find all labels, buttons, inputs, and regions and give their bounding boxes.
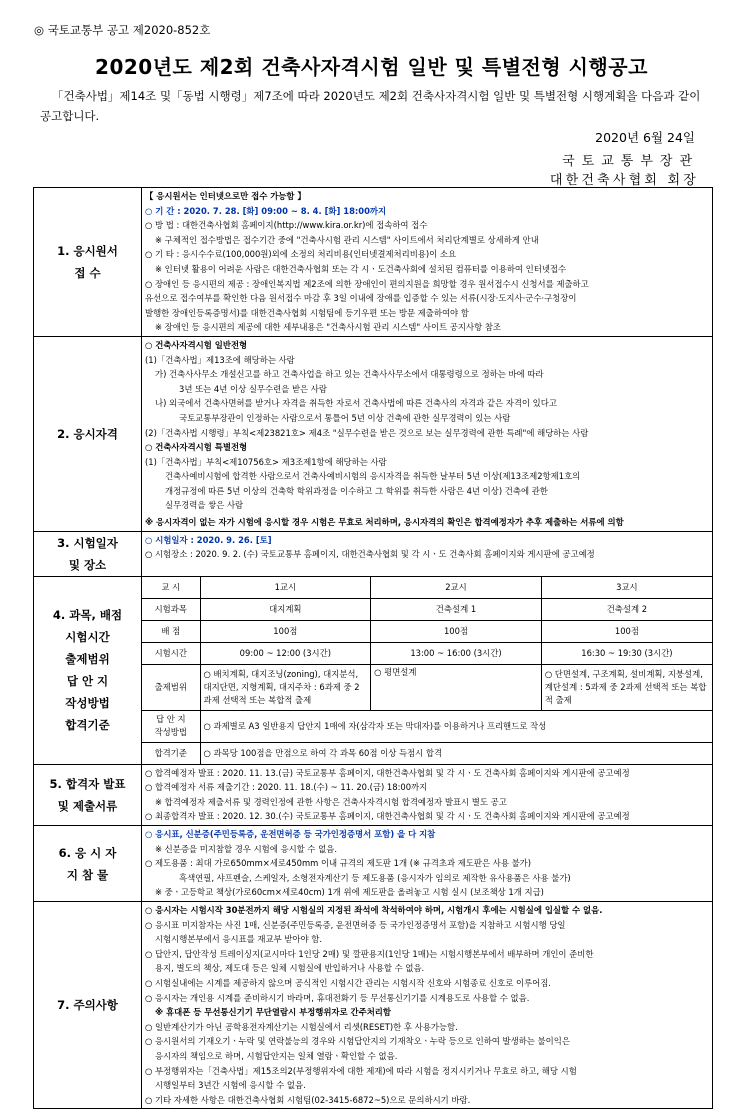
content-line: ○ 시험실내에는 시계를 제공하지 않으며 공식적인 시험시간 관리는 시험시작 신호와 시험종료 신호로 이루어짐. <box>145 977 551 988</box>
table-cell: ○ 평면설계 <box>371 664 542 710</box>
content-line: ○ 기 간 : 2020. 7. 28. [화] 09:00 ~ 8. 4. [화] 18:00까지 <box>145 205 387 216</box>
row-label: 시험과목 <box>142 598 200 620</box>
section-subjects <box>34 576 713 764</box>
section-exam-date <box>34 531 713 576</box>
intro-text: 「건축사법」제14조 및「동법 시행령」제7조에 따라 2020년도 제2회 건축사자격시험 일반 및 특별전형 시행계획을 다음과 같이 공고합니다. <box>40 89 701 123</box>
content-line: ○ 응시원서의 기재오기ㆍ누락 및 연락불능의 경우와 시험답안지의 기재착오ㆍ누락 등으로 인하여 발생하는 불이익은 <box>145 1036 570 1047</box>
row-label: 출제범위 <box>142 664 200 710</box>
content-line: ○ 기 타 : 응시수수료(100,000원)외에 소정의 처리비용(인터넷결제처리비용)이 소요 <box>145 249 457 260</box>
content-line: 국토교통부장관이 인정하는 사람으로서 통틀어 5년 이상 건축에 관한 실무경력이 있는 사람 <box>179 412 511 423</box>
content-line: 흑색연필, 샤프펜슬, 스케일자, 소형전자계산기 등 제도용품 (응시자가 임의로 제작한 유사용품은 사용 불가) <box>179 872 571 883</box>
content-line: 개정규정에 따른 5년 이상의 건축학 학위과정을 이수하고 그 학위를 취득한 사람은 4년 이상) 건축에 관한 <box>165 485 548 496</box>
content-line: ○ 건축사자격시험 일반전형 <box>145 339 248 350</box>
table-cell: 100점 <box>541 620 712 642</box>
section-content <box>142 902 713 1109</box>
notice-date: 2020년 6월 24일 <box>595 130 695 145</box>
table-cell: ○ 과제별로 A3 일반용지 답안지 1매에 자(삼각자 또는 막대자)를 이용하거나 프리핸드로 작성 <box>200 710 712 742</box>
content-line: ○ 방 법 : 대한건축사협회 홈페이지(http://www.kira.or.kr)에 접속하여 접수 <box>145 220 428 231</box>
content-line: ○ 장애인 등 응시편의 제공 : 장애인복지법 제2조에 의한 장애인이 편의지원을 희망할 경우 원서접수시 신청서를 제출하고 <box>145 278 589 289</box>
content-line: ※ 합격예정자 제출서류 및 경력인정에 관한 사항은 건축사자격시험 합격예정자 발표시 별도 공고 <box>155 796 507 807</box>
content-line: ※ 중ㆍ고등학교 책상(가로60cm×세로40cm) 1개 위에 제도판을 올려놓고 시험 실시 (보조책상 1개 지급) <box>155 887 544 898</box>
section-header: 6. 응 시 자 지 참 물 <box>34 826 142 902</box>
content-line: ※ 구체적인 접수방법은 접수기간 중에 "건축사시험 관리 시스템" 사이트에서 처리단계별로 상세하게 안내 <box>155 234 539 245</box>
row-label: 답 안 지 작성방법 <box>142 710 200 742</box>
table-cell: 09:00 ~ 12:00 (3시간) <box>200 642 371 664</box>
content-line: 용지, 별도의 책상, 제도대 등은 일체 시험실에 반입하거나 사용할 수 없음. <box>155 963 425 974</box>
content-line: ○ 부정행위자는「건축사법」제15조의2(부정행위자에 대한 제재)에 따라 시험을 정지시키거나 무효로 하고, 해당 시험 <box>145 1065 577 1076</box>
content-line: 시행일부터 3년간 시험에 응시할 수 없음. <box>155 1080 306 1091</box>
content-line: 유선으로 접수여부를 확인한 다음 원서접수 마감 후 3일 이내에 장애를 입증할 수 있는 서류(시장·도지사·군수·구청장이 <box>145 293 577 304</box>
table-cell: ○ 배치계획, 대지조닝(zoning), 대지분석, 대지단면, 지형계획, 대지주차 : 6과제 중 2과제 선택적 또는 복합적 출제 <box>200 664 371 710</box>
content-line: ○ 응시표, 신분증(주민등록증, 운전면허증 등 국가인정증명서 포함) 을 다 지참 <box>145 829 436 840</box>
table-row <box>142 642 712 664</box>
content-line: ○ 응시자는 개인용 시계를 준비하시기 바라며, 휴대전화기 등 무선통신기기를 시계용도로 사용할 수 없음. <box>145 992 530 1003</box>
content-line: 발행한 장애인등록증명서)를 대한건축사협회 시험팀에 등기우편 또는 방문 제출하여야 함 <box>145 307 469 318</box>
content-line: 응시자의 책임으로 하며, 시험답안지는 일체 열람ㆍ확인할 수 없음. <box>155 1050 398 1061</box>
table-cell: 16:30 ~ 19:30 (3시간) <box>541 642 712 664</box>
table-cell: 1교시 <box>200 577 371 599</box>
table-cell: 2교시 <box>371 577 542 599</box>
content-line: 가) 건축사사무소 개설신고를 하고 건축사업을 하고 있는 건축사사무소에서 대통령령으로 정하는 바에 따라 <box>155 369 544 380</box>
content-line: 실무경력을 쌓은 사람 <box>165 500 244 511</box>
section-header: 4. 과목, 배점 시험시간 출제범위 답 안 지 작성방법 합격기준 <box>34 576 142 764</box>
section-results <box>34 764 713 825</box>
content-line: ○ 기타 자세한 사항은 대한건축사협회 시험팀(02-3415-6872~5)으로 문의하시기 바람. <box>145 1094 471 1105</box>
table-cell: ○ 과목당 100점을 만점으로 하여 각 과목 60점 이상 득점시 합격 <box>200 742 712 764</box>
section-content <box>142 764 713 825</box>
table-row <box>142 710 712 742</box>
subjects-table <box>142 577 712 764</box>
content-line: ○ 답안지, 답안작성 트레이싱지(교시마다 1인당 2매) 및 깔판용지(1인당 1매)는 시험시행본부에서 배부하며 개인이 준비한 <box>145 948 594 959</box>
table-cell: 3교시 <box>541 577 712 599</box>
section-cautions <box>34 902 713 1109</box>
content-line: 3년 또는 4년 이상 실무수련을 받은 사람 <box>179 383 327 394</box>
section-header: 2. 응시자격 <box>34 336 142 531</box>
content-line: (1)「건축사법」부칙<제10756호> 제3조제1항에 해당하는 사람 <box>145 456 387 467</box>
notice-number: ◎ 국토교통부 공고 제2020-852호 <box>34 23 211 37</box>
row-label: 시험시간 <box>142 642 200 664</box>
content-line: ○ 시험장소 : 2020. 9. 2. (수) 국토교통부 홈페이지, 대한건축사협회 및 각 시ㆍ도 건축사회 홈페이지와 게시판에 공고예정 <box>145 549 595 560</box>
row-label: 교 시 <box>142 577 200 599</box>
table-cell: 13:00 ~ 16:00 (3시간) <box>371 642 542 664</box>
content-line: ※ 응시자격이 없는 자가 시험에 응시할 경우 시험은 무효로 처리하며, 응시자격의 확인은 합격예정자가 추후 제출하는 서류에 의함 <box>145 517 624 528</box>
signer-minister: 국토교통부장관 <box>562 154 699 169</box>
section-header: 7. 주의사항 <box>34 902 142 1109</box>
content-line: ※ 휴대폰 등 무선통신기기 무단열람시 부정행위자로 간주처리함 <box>155 1007 391 1018</box>
section-content <box>142 826 713 902</box>
table-row <box>142 742 712 764</box>
row-label: 합격기준 <box>142 742 200 764</box>
section-header: 3. 시험일자 및 장소 <box>34 531 142 576</box>
content-line: ○ 합격예정자 발표 : 2020. 11. 13.(금) 국토교통부 홈페이지, 대한건축사협회 및 각 시ㆍ도 건축사회 홈페이지와 게시판에 공고예정 <box>145 767 630 778</box>
content-line: (1)「건축사법」제13조에 해당하는 사람 <box>145 354 295 365</box>
content-line: ○ 시험일자 : 2020. 9. 26. [토] <box>145 534 272 545</box>
content-line: ○ 최종합격자 발표 : 2020. 12. 30.(수) 국토교통부 홈페이지, 대한건축사협회 및 각 시ㆍ도 건축사회 홈페이지와 게시판에 공고예정 <box>145 811 630 822</box>
section-application <box>34 188 713 337</box>
row-label: 배 점 <box>142 620 200 642</box>
content-line: (2)「건축사법 시행령」부칙<제23821호> 제4조 "실무수련을 받은 것으로 보는 실무경력에 관한 특례"에 해당하는 사람 <box>145 427 589 438</box>
section-header: 1. 응시원서 접 수 <box>34 188 142 337</box>
content-line: ○ 응시표 미지참자는 사진 1매, 신분증(주민등록증, 운전면허증 등 국가인정증명서 포함)을 지참하고 시험시행 당일 <box>145 919 566 930</box>
content-line: ○ 합격예정자 서류 제출기간 : 2020. 11. 18.(수) ~ 11. 20.(금) 18:00까지 <box>145 782 428 793</box>
content-line: ※ 신분증을 미지참할 경우 시험에 응시할 수 없음. <box>155 843 338 854</box>
page-title: 2020년도 제2회 건축사자격시험 일반 및 특별전형 시행공고 <box>95 55 648 79</box>
section-content <box>142 336 713 531</box>
subjects-table-cell <box>142 576 713 764</box>
content-line: 시험시행본부에서 응시표를 재교부 받아야 함. <box>155 934 323 945</box>
content-line: ○ 응시자는 시험시작 30분전까지 해당 시험실의 지정된 좌석에 착석하여야 하며, 시험개시 후에는 시험실에 입실할 수 없음. <box>145 905 603 915</box>
content-line: ※ 인터넷 활용이 어려운 사람은 대한건축사협회 또는 각 시ㆍ도건축사회에 설치된 컴퓨터를 이용하여 인터넷접수 <box>155 263 567 274</box>
content-line: 나) 외국에서 건축사면허를 받거나 자격을 취득한 자로서 건축사법에 따른 건축사의 자격과 같은 자격이 있다고 <box>155 398 557 409</box>
table-row <box>142 620 712 642</box>
table-cell: ○ 단면설계, 구조계획, 설비계획, 지붕설계, 계단설계 : 5과제 중 2과제 선택적 또는 복합적 출제 <box>541 664 712 710</box>
section-eligibility <box>34 336 713 531</box>
section-items <box>34 826 713 902</box>
section-content <box>142 531 713 576</box>
table-row <box>142 577 712 599</box>
table-row <box>142 598 712 620</box>
section-header: 5. 합격자 발표 및 제출서류 <box>34 764 142 825</box>
signer-association: 대한건축사협회 회장 <box>549 173 699 188</box>
notice-table <box>33 187 713 1109</box>
content-line: 건축사예비시험에 합격한 사람으로서 건축사예비시험의 응시자격을 취득한 날부터 5년 이상(제13조제2항제1호의 <box>165 471 581 482</box>
content-line: ○ 건축사자격시험 특별전형 <box>145 442 248 453</box>
table-cell: 건축설계 2 <box>541 598 712 620</box>
table-row <box>142 664 712 710</box>
table-cell: 100점 <box>200 620 371 642</box>
table-cell: 대지계획 <box>200 598 371 620</box>
table-cell: 100점 <box>371 620 542 642</box>
section-content <box>142 188 713 337</box>
content-line: ○ 일반계산기가 아닌 공학용전자계산기는 시험실에서 리셋(RESET)한 후 사용가능함. <box>145 1021 458 1032</box>
content-line: ※ 장애인 등 응시편의 제공에 대한 세부내용은 "건축사시험 관리 시스템" 사이트 공지사항 참조 <box>155 322 502 333</box>
table-cell: 건축설계 1 <box>371 598 542 620</box>
content-line: ○ 제도용품 : 최대 가로650mm×세로450mm 이내 규격의 제도판 1개 (※ 규격초과 제도판은 사용 불가) <box>145 858 532 869</box>
content-line: 【 응시원서는 인터넷으로만 접수 가능함 】 <box>145 191 306 201</box>
